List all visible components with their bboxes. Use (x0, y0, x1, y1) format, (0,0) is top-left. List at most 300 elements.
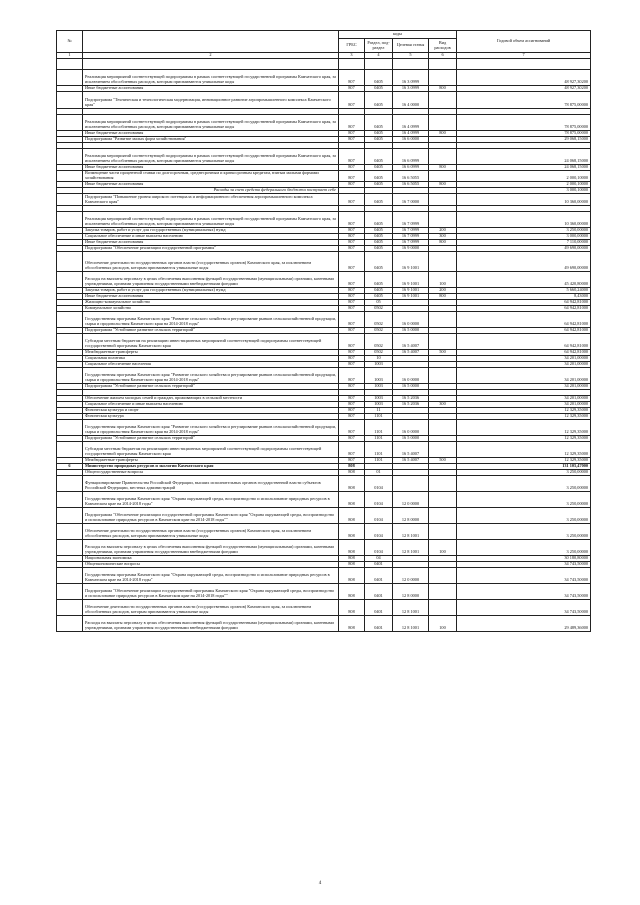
row-razdel: 0401 (365, 600, 393, 616)
row-razdel: 0405 (365, 228, 393, 234)
row-sum: 34 743,50000 (457, 562, 591, 568)
row-name: Физическая культура и спорт (83, 408, 339, 414)
row-grbs: 807 (339, 396, 365, 402)
row-razdel: 1101 (365, 420, 393, 436)
row-expense-type: 800 (429, 182, 457, 188)
row-target-article: 16 4 0999 (393, 115, 429, 131)
row-expense-type (429, 115, 457, 131)
row-sum: 49 690,00000 (457, 246, 591, 252)
row-grbs: 808 (339, 568, 365, 584)
row-razdel: 1101 (365, 414, 393, 420)
row-name: Государственная программа Камчатского края "Охрана окружающей среды, воспроизводство и использование природных ресурсов в Камчатском крае на 2014-2018 годы" (83, 492, 339, 508)
row-name: Расходы на выплаты персоналу в целях обеспечения выполнения функций государственными (муниципальными) органами, казенными учреждениями, органами управления государственными внебюджетными фондами (83, 540, 339, 556)
row-expense-type (429, 584, 457, 600)
row-name: Закупка товаров, работ и услуг для государственных (муниципальных) нужд (83, 288, 339, 294)
table-row (57, 442, 591, 458)
row-razdel: 1003 (365, 396, 393, 402)
table-row (57, 584, 591, 600)
row-name: Субсидии местным бюджетам на реализацию инвестиционных мероприятий соответствующей подпрограммы соответствующей государственной программы Камчатского края (83, 442, 339, 458)
row-expense-type (429, 194, 457, 206)
table-row (57, 492, 591, 508)
header-codes-group: коды (339, 31, 457, 39)
row-target-article: 16 5 0000 (393, 436, 429, 442)
row-expense-type (429, 600, 457, 616)
row-target-article: 16 5 4007 (393, 458, 429, 464)
table-row (57, 312, 591, 328)
row-target-article: 16 4 0000 (393, 92, 429, 109)
row-name: Межбюджетные трансферты (83, 458, 339, 464)
row-razdel: 0401 (365, 584, 393, 600)
row-sum: 34 743,50000 (457, 600, 591, 616)
row-expense-type (429, 368, 457, 384)
row-number (57, 584, 83, 600)
row-target-article: 12 0 0000 (393, 492, 429, 508)
row-razdel: 1003 (365, 384, 393, 390)
table-row (57, 368, 591, 384)
row-sum: 3 250,00000 (457, 524, 591, 540)
row-name: Подпрограмма "Устойчивое развитие сельских территорий" (83, 436, 339, 442)
row-sum: 34 201,00000 (457, 368, 591, 384)
row-number (57, 524, 83, 540)
row-target-article: 16 5 2036 (393, 402, 429, 408)
row-name: Обеспечение жильем молодых семей и граждан, проживающих в сельской местности (83, 396, 339, 402)
header-annual-sum: Годовой объем ассигнований (457, 31, 591, 53)
row-razdel: 0502 (365, 350, 393, 356)
row-number (57, 149, 83, 165)
row-grbs: 807 (339, 272, 365, 288)
row-target-article: 16 9 1001 (393, 288, 429, 294)
row-sum: 131 105,47000 (457, 464, 591, 470)
row-razdel: 1003 (365, 368, 393, 384)
row-name: Реализация мероприятий соответствующей подпрограммы в рамках соответствующей государственной программы Камчатского края, за исключением обособленных расходов, которым присваиваются уникальные коды (83, 149, 339, 165)
row-sum: 64 942,81000 (457, 328, 591, 334)
row-target-article: 16 6 0000 (393, 137, 429, 143)
row-grbs: 807 (339, 458, 365, 464)
row-sum: 10 360,00000 (457, 212, 591, 228)
row-sum: 12 329,35000 (457, 458, 591, 464)
row-number (57, 70, 83, 86)
row-expense-type: 800 (429, 240, 457, 246)
row-number (57, 420, 83, 436)
row-grbs: 807 (339, 420, 365, 436)
row-grbs: 807 (339, 384, 365, 390)
row-name: Расходы за счет средств федерального бюджета поступает себе (83, 188, 339, 194)
row-target-article: 12 8 1001 (393, 616, 429, 632)
header-index-2: 2 (83, 53, 339, 59)
row-sum: 34 201,00000 (457, 362, 591, 368)
row-target-article: 16 0 0000 (393, 368, 429, 384)
row-name: Реализация мероприятий соответствующей подпрограммы в рамках соответствующей государственной программы Камчатского края, за исключением обособленных расходов, которым присваиваются уникальные коды (83, 115, 339, 131)
row-grbs: 807 (339, 300, 365, 306)
row-razdel: 0405 (365, 234, 393, 240)
row-name: Расходы на выплаты персоналу в целях обеспечения выполнения функций государственными (муниципальными) органами, казенными учреждениями, органами управления государственными внебюджетными фондами (83, 272, 339, 288)
row-target-article: 16 5 0000 (393, 328, 429, 334)
row-target-article: 12 8 1001 (393, 524, 429, 540)
row-sum: 3 250,00000 (457, 492, 591, 508)
row-target-article: 16 7 0000 (393, 194, 429, 206)
row-expense-type: 500 (429, 458, 457, 464)
row-name: Подпрограмма "Устойчивое развитие сельских территорий" (83, 384, 339, 390)
row-grbs: 808 (339, 508, 365, 524)
row-grbs: 807 (339, 356, 365, 362)
row-number (57, 115, 83, 131)
row-name: Реализация мероприятий соответствующей подпрограммы в рамках соответствующей государственной программы Камчатского края, за исключением обособленных расходов, которым присваиваются уникальные коды (83, 70, 339, 86)
row-expense-type (429, 524, 457, 540)
row-grbs: 807 (339, 228, 365, 234)
table-row (57, 252, 591, 272)
row-target-article: 12 8 0000 (393, 508, 429, 524)
row-grbs: 807 (339, 252, 365, 272)
row-name: Физическая культура (83, 414, 339, 420)
row-sum: 3 250,00000 (457, 476, 591, 492)
row-number (57, 312, 83, 328)
row-grbs: 807 (339, 442, 365, 458)
row-sum: 8,43000 (457, 294, 591, 300)
row-sum: 5 660,24000 (457, 288, 591, 294)
row-name (83, 59, 339, 70)
row-target-article: 16 5 4007 (393, 442, 429, 458)
row-expense-type: 800 (429, 165, 457, 171)
row-name: Министерство природных ресурсов и экологии Камчатского края (83, 464, 339, 470)
row-name: Функционирование Правительства Российской Федерации, высших исполнительных органов государственной власти субъектов Российской Федерации, местных администраций (83, 476, 339, 492)
row-razdel: 0405 (365, 149, 393, 165)
row-expense-type (429, 312, 457, 328)
row-sum: 10 360,00000 (457, 194, 591, 206)
row-grbs: 807 (339, 294, 365, 300)
row-target-article: 12 8 1001 (393, 540, 429, 556)
row-expense-type (429, 492, 457, 508)
row-expense-type: 800 (429, 294, 457, 300)
row-target-article: 16 9 0000 (393, 246, 429, 252)
row-expense-type: 800 (429, 131, 457, 137)
row-razdel: 0502 (365, 328, 393, 334)
row-target-article: 16 9 1001 (393, 252, 429, 272)
row-number (57, 171, 83, 182)
row-razdel: 01 (365, 470, 393, 476)
header-index-5: 5 (393, 53, 429, 59)
row-name: Иные бюджетные ассигнования (83, 86, 339, 92)
row-name: Подпрограмма "Развитие малых форм хозяйствования" (83, 137, 339, 143)
row-expense-type: 300 (429, 402, 457, 408)
row-target-article: 12 8 0000 (393, 584, 429, 600)
row-name: Закупка товаров, работ и услуг для государственных (муниципальных) нужд (83, 228, 339, 234)
row-target-article: 16 6 0999 (393, 149, 429, 165)
row-target-article: 16 9 1001 (393, 294, 429, 300)
table-row (57, 334, 591, 350)
row-sum: 34 201,00000 (457, 396, 591, 402)
row-sum: 78 875,00000 (457, 131, 591, 137)
table-row (57, 194, 591, 206)
row-number (57, 92, 83, 109)
row-grbs: 807 (339, 115, 365, 131)
row-razdel: 11 (365, 408, 393, 414)
row-target-article: 16 4 0999 (393, 131, 429, 137)
row-razdel: 0405 (365, 182, 393, 188)
row-razdel (365, 59, 393, 70)
row-expense-type: 800 (429, 86, 457, 92)
row-sum: 34 201,00000 (457, 356, 591, 362)
row-name: Реализация мероприятий соответствующей подпрограммы в рамках соответствующей государственной программы Камчатского края, за исключением обособленных расходов, которым присваиваются уникальные коды (83, 212, 339, 228)
row-razdel: 0502 (365, 312, 393, 328)
row-grbs: 808 (339, 540, 365, 556)
row-target-article: 16 9 1001 (393, 272, 429, 288)
row-number (57, 252, 83, 272)
row-sum: 49 690,00000 (457, 252, 591, 272)
row-name: Социальное обеспечение и иные выплаты населению (83, 402, 339, 408)
row-grbs: 808 (339, 476, 365, 492)
table-row (57, 540, 591, 556)
row-grbs: 808 (339, 464, 365, 470)
row-sum: 3 000,10000 (457, 188, 591, 194)
row-target-article: 16 3 0999 (393, 70, 429, 86)
header-target-article: Целевая статья (393, 39, 429, 53)
row-sum: 3 000,00000 (457, 234, 591, 240)
row-sum: 24 068,15000 (457, 149, 591, 165)
row-name: Иные бюджетные ассигнования (83, 131, 339, 137)
row-expense-type: 200 (429, 288, 457, 294)
table-row (57, 171, 591, 182)
header-grbs: ГРБС (339, 39, 365, 53)
row-target-article: 12 0 0000 (393, 568, 429, 584)
table-row (57, 212, 591, 228)
row-name: Подпрограмма "Повышение уровня широкого потенциала и информационного обеспечения агропромышленного комплекса Камчатского края" (83, 194, 339, 206)
table-row (57, 600, 591, 616)
row-grbs: 807 (339, 70, 365, 86)
row-grbs: 807 (339, 234, 365, 240)
row-expense-type: 300 (429, 234, 457, 240)
row-sum: 34 743,50000 (457, 568, 591, 584)
row-grbs: 807 (339, 334, 365, 350)
row-grbs: 807 (339, 368, 365, 384)
row-sum: 12 329,35000 (457, 414, 591, 420)
row-grbs: 807 (339, 312, 365, 328)
row-number (57, 194, 83, 206)
row-grbs: 808 (339, 616, 365, 632)
table-row (57, 149, 591, 165)
row-sum: 3 250,00000 (457, 540, 591, 556)
row-razdel: 0405 (365, 288, 393, 294)
row-grbs: 807 (339, 350, 365, 356)
row-razdel: 0405 (365, 294, 393, 300)
row-razdel: 0405 (365, 115, 393, 131)
row-name: Обеспечение деятельности государственных органов власти (государственных органов) Камчатского края, за исключением обособленных расходов, которым присваиваются уникальные коды (83, 524, 339, 540)
row-razdel: 1003 (365, 362, 393, 368)
row-name: Подпрограмма "Устойчивое развитие сельских территорий" (83, 328, 339, 334)
row-expense-type: 100 (429, 616, 457, 632)
row-sum: 64 942,81000 (457, 334, 591, 350)
table-row (57, 508, 591, 524)
row-razdel: 1101 (365, 436, 393, 442)
row-sum: 78 875,00000 (457, 115, 591, 131)
row-name: Государственная программа Камчатского края "Развитие сельского хозяйства и регулирование рынков сельскохозяйственной продукции, сырья и продовольствия Камчатского края на 2014-2018 годы" (83, 368, 339, 384)
row-grbs: 807 (339, 402, 365, 408)
row-target-article: 16 0 0000 (393, 420, 429, 436)
row-sum: 64 942,81000 (457, 306, 591, 312)
row-grbs: 808 (339, 492, 365, 508)
row-grbs: 808 (339, 556, 365, 562)
row-grbs: 808 (339, 470, 365, 476)
row-sum: 12 329,35000 (457, 408, 591, 414)
row-sum: 3 250,00000 (457, 228, 591, 234)
row-razdel: 0405 (365, 92, 393, 109)
document-page (56, 30, 590, 632)
row-number (57, 368, 83, 384)
table-row (57, 115, 591, 131)
table-row (57, 420, 591, 436)
row-number (57, 334, 83, 350)
row-razdel: 0405 (365, 246, 393, 252)
row-grbs: 807 (339, 212, 365, 228)
row-razdel: 05 (365, 300, 393, 306)
row-razdel: 0104 (365, 540, 393, 556)
row-razdel: 1003 (365, 402, 393, 408)
row-expense-type: 100 (429, 540, 457, 556)
row-grbs: 807 (339, 149, 365, 165)
row-grbs (339, 59, 365, 70)
header-number: № (57, 31, 83, 53)
row-sum: 12 329,35000 (457, 420, 591, 436)
row-name: Государственная программа Камчатского края "Развитие сельского хозяйства и регулирование рынков сельскохозяйственной продукции, сырья и продовольствия Камчатского края на 2014-2018 годы" (83, 312, 339, 328)
row-grbs: 808 (339, 562, 365, 568)
row-target-article: 16 7 0999 (393, 212, 429, 228)
row-target-article (393, 476, 429, 492)
row-razdel: 0104 (365, 476, 393, 492)
row-name: Иные бюджетные ассигнования (83, 165, 339, 171)
row-name: Возмещение части процентной ставки по долгосрочным, среднесрочным и краткосрочным кредитам, взятым малыми формами хозяйствования (83, 171, 339, 182)
row-grbs: 807 (339, 92, 365, 109)
row-name: Обеспечение деятельности государственных органов власти (государственных органов) Камчатского края, за исключением обособленных расходов, которым присваиваются уникальные коды (83, 252, 339, 272)
row-razdel: 1101 (365, 442, 393, 458)
row-razdel: 0502 (365, 334, 393, 350)
row-sum: 29 489,36000 (457, 616, 591, 632)
row-target-article (393, 59, 429, 70)
row-name: Расходы на выплаты персоналу в целях обеспечения выполнения функций государственными (муниципальными) органами, казенными учреждениями, органами управления государственными внебюджетными фондами (83, 616, 339, 632)
table-header (57, 31, 591, 59)
row-grbs: 807 (339, 171, 365, 182)
row-expense-type (429, 92, 457, 109)
row-sum: 45 420,80000 (457, 272, 591, 288)
row-sum: 48 927,30200 (457, 70, 591, 86)
table-row (57, 70, 591, 86)
table-row (57, 616, 591, 632)
header-index-6: 6 (429, 53, 457, 59)
row-expense-type: 100 (429, 272, 457, 288)
row-name: Обеспечение деятельности государственных органов власти (государственных органов) Камчатского края, за исключением обособленных расходов, которым присваиваются уникальные коды (83, 600, 339, 616)
row-target-article: 12 8 1001 (393, 600, 429, 616)
row-razdel: 0104 (365, 524, 393, 540)
row-grbs: 807 (339, 131, 365, 137)
row-razdel: 1101 (365, 458, 393, 464)
row-expense-type: 200 (429, 228, 457, 234)
row-name: Межбюджетные трансферты (83, 350, 339, 356)
row-expense-type (429, 420, 457, 436)
row-sum: 30 180,80000 (457, 556, 591, 562)
row-grbs: 807 (339, 306, 365, 312)
row-grbs: 807 (339, 362, 365, 368)
row-razdel: 0405 (365, 131, 393, 137)
header-index-4: 4 (365, 53, 393, 59)
row-razdel: 0104 (365, 492, 393, 508)
row-name: Подпрограмма "Техническая и технологическая модернизация, инновационное развитие агропромышленного комплекса Камчатского края" (83, 92, 339, 109)
row-sum: 2 000,10000 (457, 171, 591, 182)
row-name: Социальная политика (83, 356, 339, 362)
row-razdel: 0405 (365, 272, 393, 288)
row-target-article: 16 6 5055 (393, 171, 429, 182)
row-razdel: 10 (365, 356, 393, 362)
row-name: Иные бюджетные ассигнования (83, 240, 339, 246)
row-number (57, 492, 83, 508)
row-name: Общегосударственные вопросы (83, 470, 339, 476)
row-razdel: 0405 (365, 240, 393, 246)
row-name: Коммунальное хозяйство (83, 306, 339, 312)
row-grbs: 808 (339, 600, 365, 616)
row-target-article: 16 3 0999 (393, 86, 429, 92)
row-sum: 12 329,35000 (457, 442, 591, 458)
row-expense-type (429, 508, 457, 524)
row-sum: 34 201,00000 (457, 384, 591, 390)
row-grbs: 807 (339, 288, 365, 294)
table-row (57, 524, 591, 540)
header-index-7: 7 (457, 53, 591, 59)
row-name: Иные бюджетные ассигнования (83, 182, 339, 188)
row-expense-type (429, 442, 457, 458)
row-sum: 64 942,81000 (457, 312, 591, 328)
row-name: Подпрограмма "Обеспечение реализации государственной программы Камчатского края "Охрана окружающей среды, воспроизводство и использование природных ресурсов в Камчатском крае на 2014-2018 годы"" (83, 584, 339, 600)
row-sum: 48 927,30200 (457, 86, 591, 92)
row-grbs: 807 (339, 436, 365, 442)
row-sum: 64 942,81000 (457, 350, 591, 356)
row-razdel: 0405 (365, 165, 393, 171)
row-number (57, 540, 83, 556)
row-target-article: 16 5 4007 (393, 350, 429, 356)
row-expense-type (429, 171, 457, 182)
row-grbs: 807 (339, 246, 365, 252)
row-number (57, 442, 83, 458)
row-razdel: 0405 (365, 212, 393, 228)
row-target-article: 16 0 0000 (393, 312, 429, 328)
table-row (57, 92, 591, 109)
table-body (57, 59, 591, 632)
row-razdel: 0405 (365, 137, 393, 143)
header-name (83, 31, 339, 53)
row-razdel: 0405 (365, 194, 393, 206)
row-target-article: 16 6 0999 (393, 165, 429, 171)
header-razdel: Раздел, под-раздел (365, 39, 393, 53)
row-name: Государственная программа Камчатского края "Охрана окружающей среды, воспроизводство и использование природных ресурсов в Камчатском крае на 2014-2018 годы" (83, 568, 339, 584)
row-name: Жилищно-коммунальное хозяйство (83, 300, 339, 306)
row-number (57, 59, 83, 70)
row-name: Государственная программа Камчатского края "Развитие сельского хозяйства и регулирование рынков сельскохозяйственной продукции, сырья и продовольствия Камчатского края на 2014-2018 годы" (83, 420, 339, 436)
row-name: Иные бюджетные ассигнования (83, 294, 339, 300)
header-index-1: 1 (57, 53, 83, 59)
row-sum: 3 250,00000 (457, 508, 591, 524)
row-sum: 78 875,00000 (457, 92, 591, 109)
row-name: Субсидии местным бюджетам на реализацию инвестиционных мероприятий соответствующей подпрограммы соответствующей государственной программы Камчатского края (83, 334, 339, 350)
row-grbs: 807 (339, 408, 365, 414)
row-target-article: 16 7 0999 (393, 228, 429, 234)
row-razdel: 04 (365, 556, 393, 562)
table-row (57, 568, 591, 584)
budget-table (56, 30, 591, 632)
row-sum: 12 329,35000 (457, 436, 591, 442)
row-grbs: 807 (339, 414, 365, 420)
row-expense-type (429, 334, 457, 350)
table-row (57, 476, 591, 492)
row-name: Социальное обеспечение населения (83, 362, 339, 368)
row-target-article: 16 6 5055 (393, 182, 429, 188)
row-grbs: 807 (339, 182, 365, 188)
row-number (57, 272, 83, 288)
